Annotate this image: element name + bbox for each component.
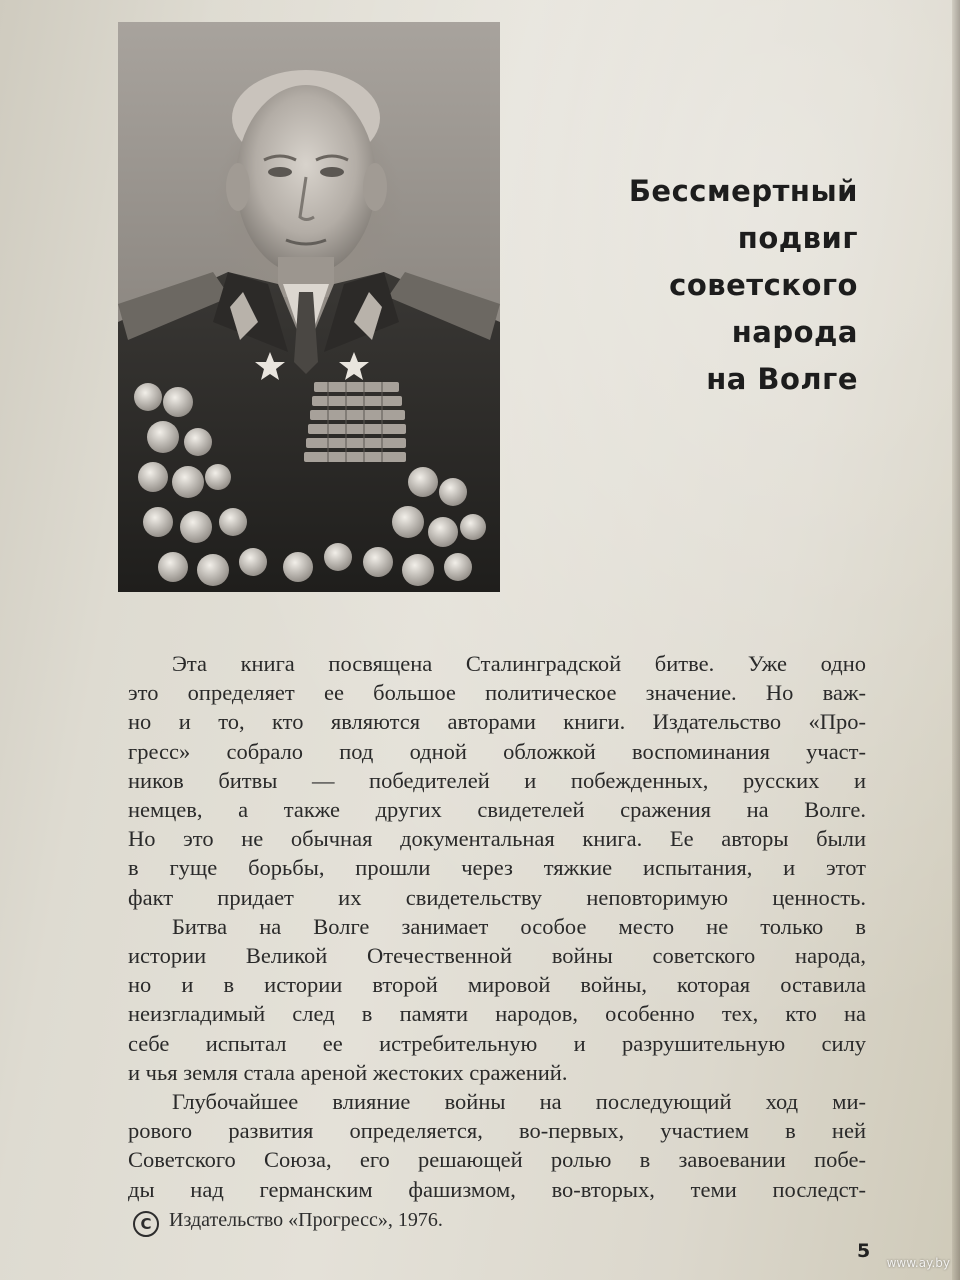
chapter-title-line: народа: [731, 315, 858, 349]
page-edge-shadow: [952, 0, 960, 1280]
chapter-title: [629, 168, 858, 403]
text-line: неизгладимый след в памяти народов, особенно тех, кто на: [128, 1001, 866, 1027]
chapter-title-line: на Волге: [706, 362, 858, 396]
text-line: Эта книга посвящена Сталинградской битве. Уже одно: [172, 651, 866, 676]
text-line: истории Великой Отечественной войны советского народа,: [128, 943, 866, 969]
portrait-illustration: [118, 22, 500, 592]
text-line: Советского Союза, его решающей ролью в завоевании побе-: [128, 1147, 866, 1173]
chapter-title-line: советского: [669, 268, 858, 302]
portrait-photo: [118, 22, 500, 592]
site-watermark: www.ay.by: [886, 1256, 950, 1270]
text-line: себе испытал ее истребительную и разрушительную силу: [128, 1030, 866, 1056]
text-line: гресс» собрало под одной обложкой воспоминания участ-: [128, 738, 866, 764]
body-text: [128, 649, 866, 1204]
text-line: факт придает их свидетельству неповторимую ценность.: [128, 884, 866, 910]
text-line: ды над германским фашизмом, во-вторых, теми последст-: [128, 1176, 866, 1202]
copyright-text: Издательство «Прогресс», 1976.: [169, 1209, 443, 1231]
chapter-title-line: подвиг: [737, 221, 858, 255]
copyright-icon: C: [133, 1211, 159, 1237]
copyright-notice: [133, 1209, 443, 1237]
text-line: Битва на Волге занимает особое место не только в: [172, 913, 866, 939]
text-line: но и то, кто являются авторами книги. Издательство «Про-: [128, 709, 866, 735]
text-line: Глубочайшее влияние войны на последующий ход ми-: [172, 1089, 866, 1115]
text-line: немцев, а также других свидетелей сражения на Волге.: [128, 797, 866, 823]
chapter-title-line: Бессмертный: [628, 174, 858, 208]
text-line: но и в истории второй мировой войны, которая оставила: [128, 972, 866, 998]
text-line: ников битвы — победителей и побежденных, русских и: [128, 767, 866, 793]
page-number: 5: [857, 1240, 871, 1262]
text-line: и чья земля стала ареной жестоких сражений.: [128, 1059, 568, 1085]
text-line: рового развития определяется, во-первых, участием в ней: [128, 1118, 866, 1144]
text-line: Но это не обычная документальная книга. Ее авторы были: [128, 826, 866, 852]
text-line: в гуще борьбы, прошли через тяжкие испытания, и этот: [128, 855, 866, 881]
text-line: это определяет ее большое политическое значение. Но важ-: [128, 680, 866, 706]
